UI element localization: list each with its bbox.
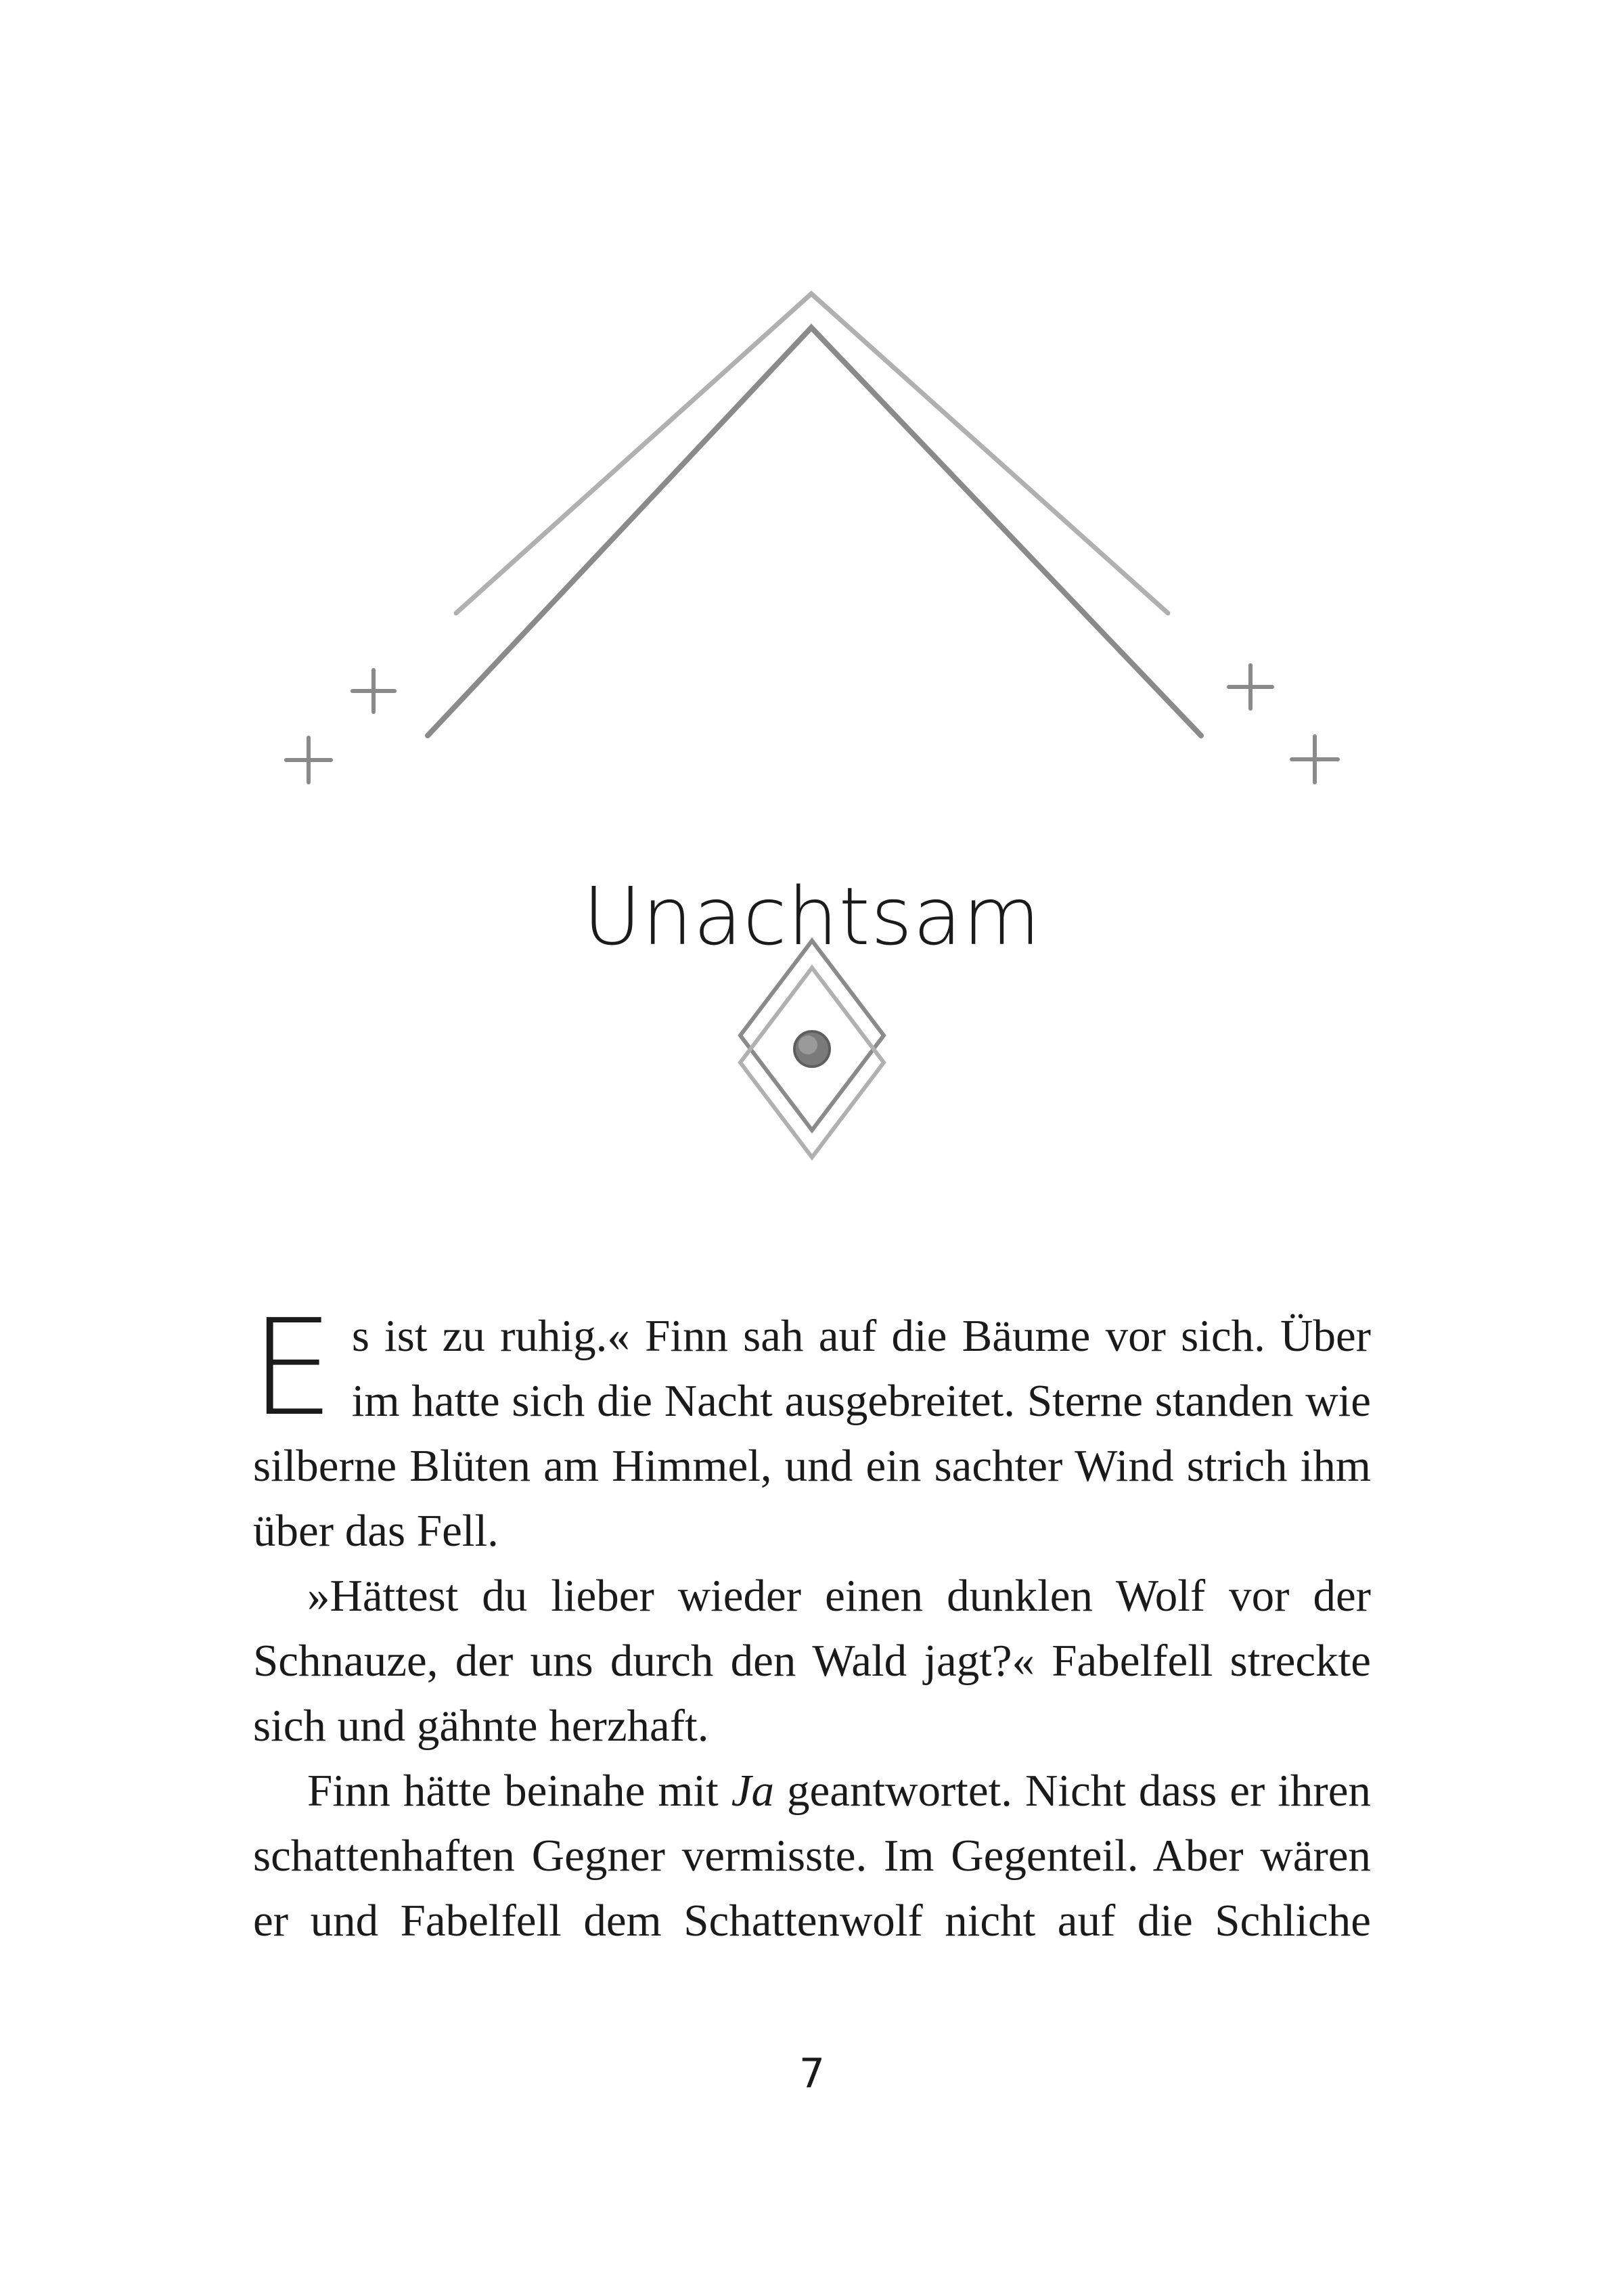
star-icon (1292, 736, 1338, 782)
star-icon (286, 738, 331, 782)
star-icon (1229, 665, 1272, 709)
paragraph (253, 1563, 1371, 1758)
paragraph (250, 1291, 1371, 1563)
emphasis: Ja (731, 1766, 775, 1816)
page-number: 7 (798, 2050, 826, 2097)
paragraph-text: »Hättest du lieber wieder einen dunklen Wolf vor der Schnauze, der uns durch den Wald jagt?« Fabelfell streckte sich und gähnte herzhaft. (253, 1571, 1371, 1751)
diamond-dot-ornament-icon (731, 934, 893, 1164)
paragraph-text: Finn hätte beinahe mit (307, 1766, 731, 1816)
paragraph (253, 1758, 1371, 1953)
paragraph-text: geantwortet. Nicht dass er ihren schattenhaften Gegner vermisste. Im Gegenteil. Aber wären er und Fabelfell dem Schattenwolf nicht auf die Schliche (253, 1766, 1371, 1946)
chapter-body (250, 1291, 1371, 1953)
chevron-star-ornament-icon (0, 0, 1624, 812)
star-icon (353, 670, 394, 712)
outer-chevron-line (456, 294, 1168, 613)
chapter-title: Unachtsam (583, 870, 1041, 964)
paragraph-text: s ist zu ruhig.« Finn sah auf die Bäume vor sich. Über im hatte sich die Nacht ausgebreitet. Sterne standen wie silberne Blüten am Himmel, und ein sachter Wind strich ihm über das Fell. (253, 1311, 1371, 1556)
drop-cap: E (250, 1291, 334, 1446)
